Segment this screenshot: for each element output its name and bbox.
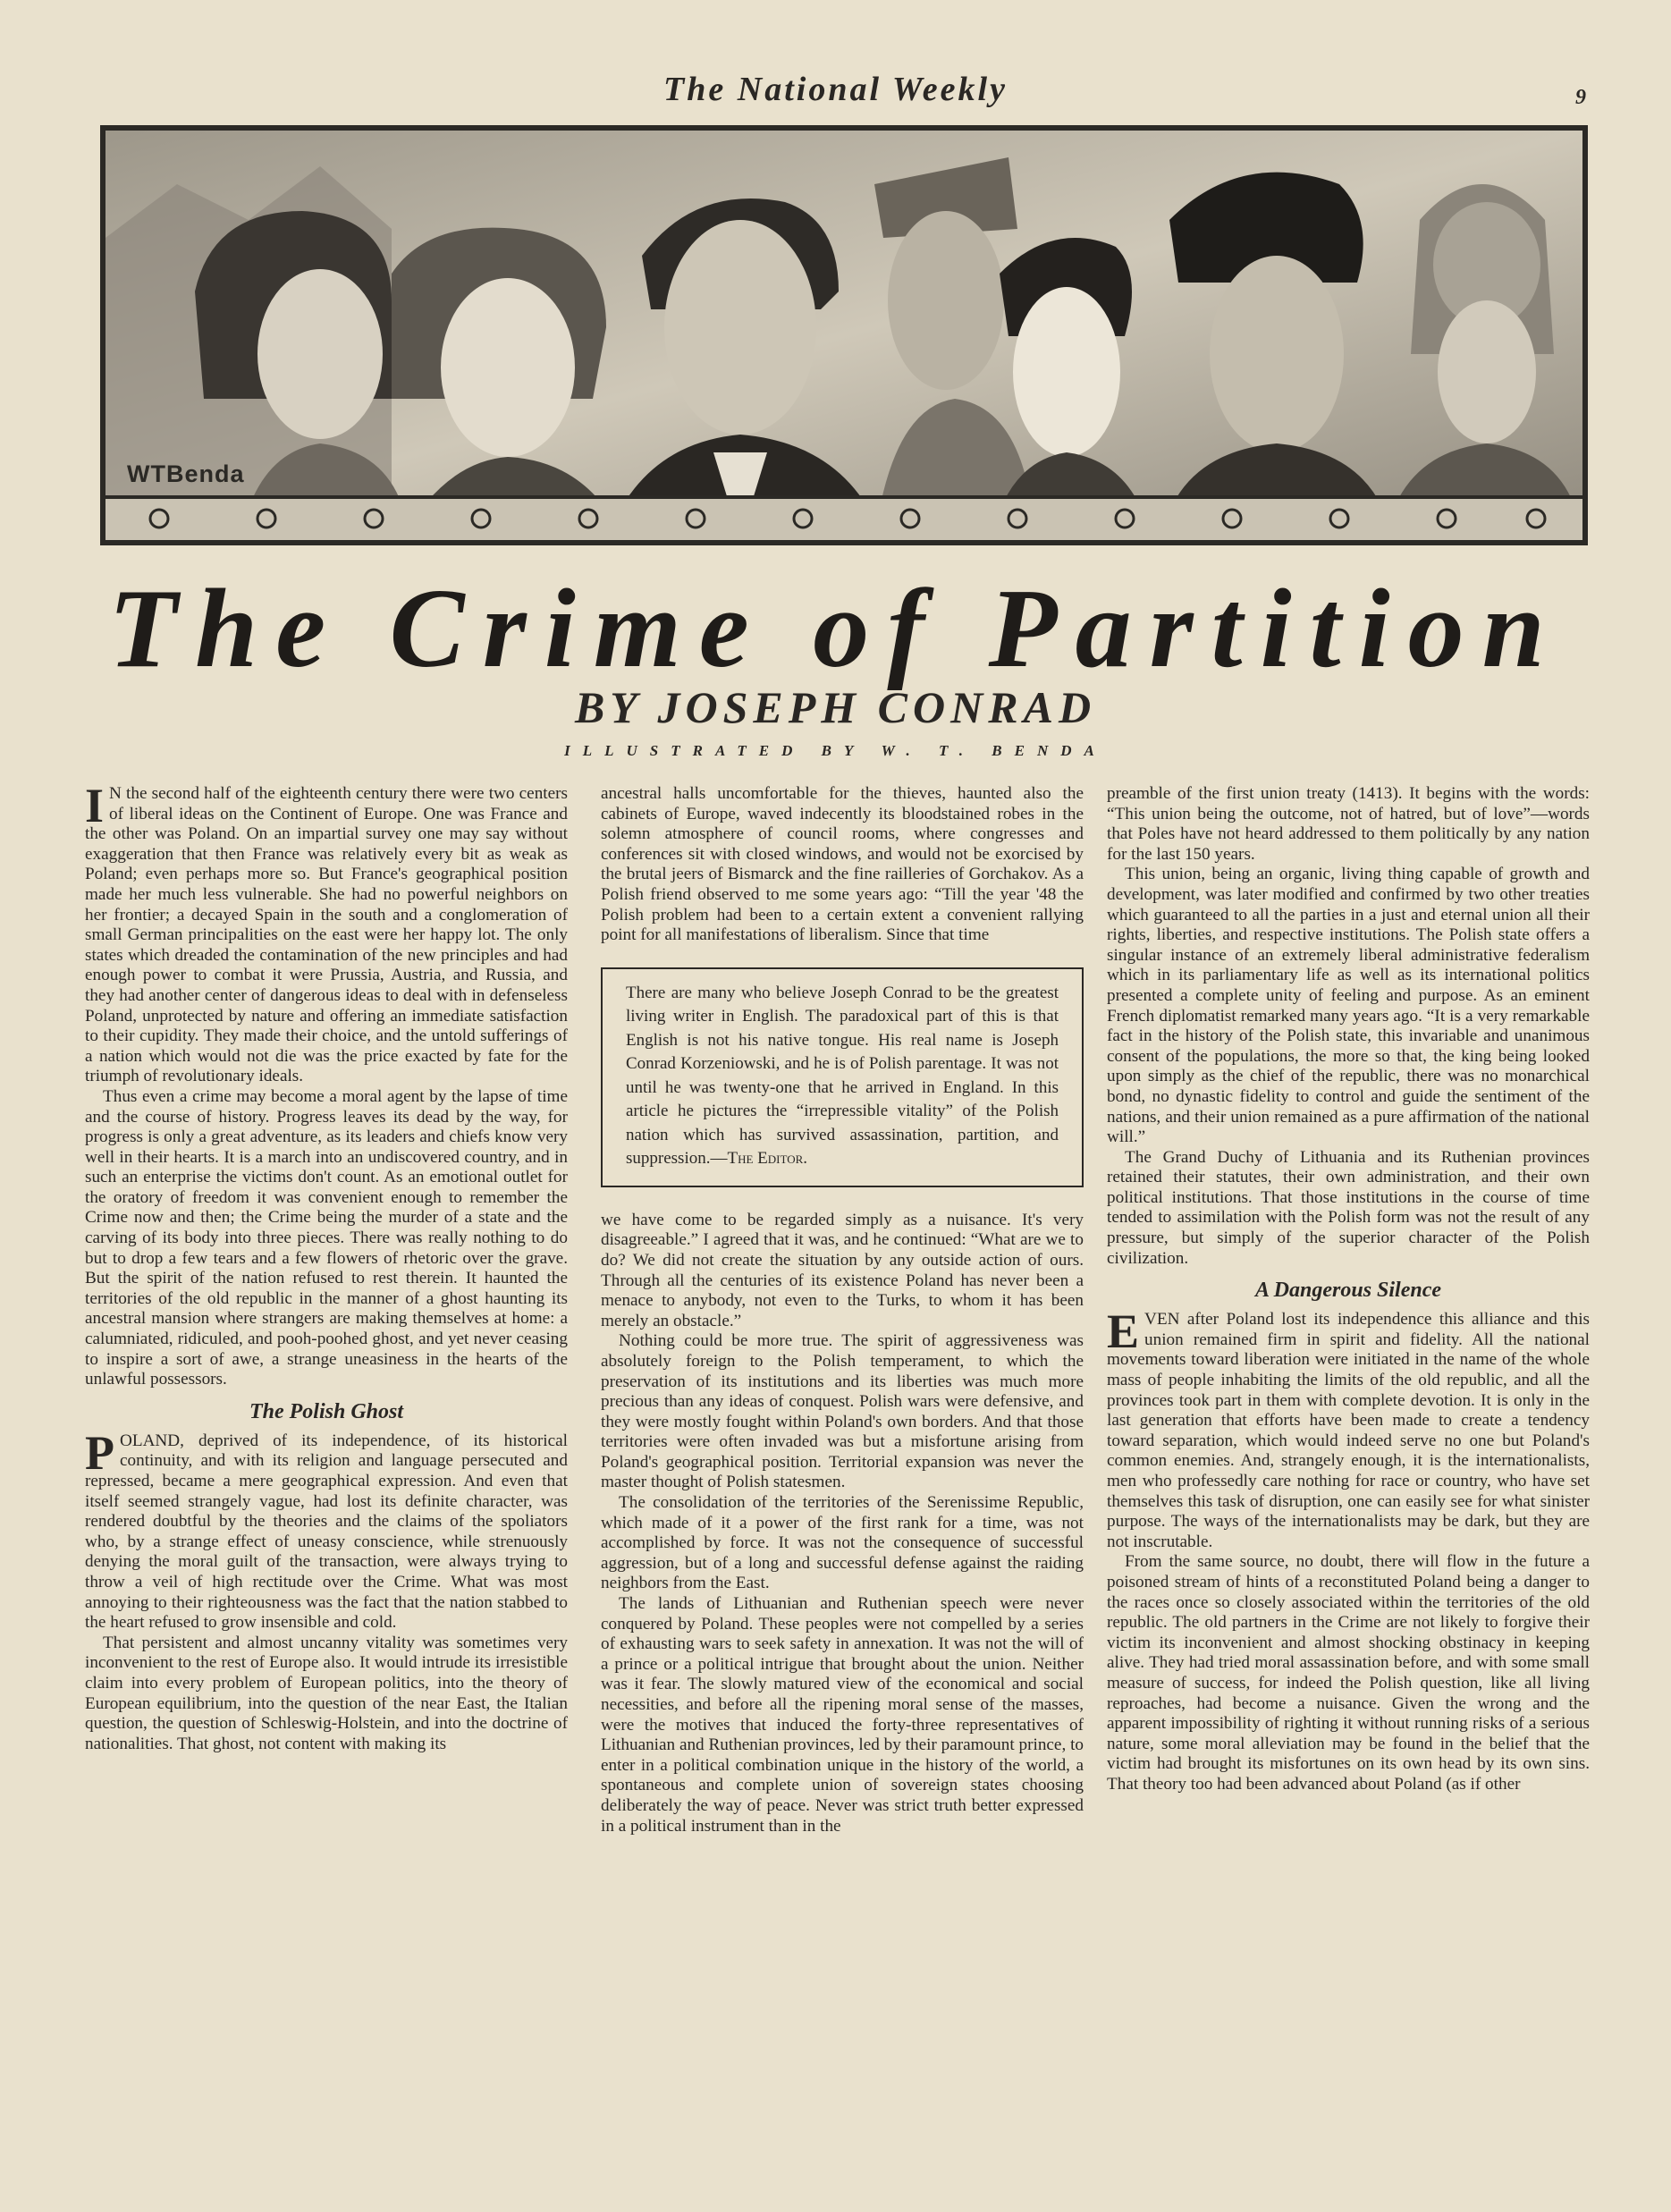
illustrator-credit: ILLUSTRATED BY W. T. BENDA xyxy=(564,742,1107,759)
column-3 xyxy=(1107,784,1590,1795)
paragraph: preamble of the first union treaty (1413). It begins with the words: “This union being the outcome, not of hatred, but of love”—words that Poles have not heard addressed to them politically by any nation for the last 150 years. xyxy=(1107,784,1590,864)
illustrator-signature: WTBenda xyxy=(127,460,245,487)
paragraph: we have come to be regarded simply as a nuisance. It's very disagreeable.” I agreed that it was, and he continued: “What are we to do? We did not create the situation by any outside action of ours. Through all the centuries of its existence Poland has never been a menace to anybody, not even to the Turks, to whom it has been merely an obstacle.” xyxy=(601,1210,1084,1330)
paragraph: From the same source, no doubt, there will flow in the future a poisoned stream of hints of a reconstituted Poland being a danger to the races once so closely associated within the territories of the old republic. The old partners in the Crime are not likely to forgive their victim its inconvenient and almost shocking obstinacy in keeping alive. They had tried moral assassination before, and with some small measure of success, for indeed the Polish question, like all living reproaches, had become a nuisance. Given the wrong and the apparent impossibility of righting it without running risks of a serious nature, some moral alleviation may be found in the belief that the victim had brought its misfortunes on its own head by its own sins. That theory too had been advanced about Poland (as if other xyxy=(1107,1552,1590,1794)
portrait-frieze-illustration xyxy=(105,131,1582,540)
drop-cap: I xyxy=(85,779,105,832)
editor-note-box xyxy=(601,967,1084,1187)
editor-note-text: There are many who believe Joseph Conrad to be the greatest living writer in English. The paradoxical part of this is that English is not his native tongue. His real name is Joseph Conrad Korzeniowski, and he is of Polish parentage. It was not until he was twenty-one that he arrived in England. In this article he pictures the “irrepressible vitality” of the Polish nation which has survived assassination, partition, and suppression.—The Editor. xyxy=(626,983,1059,1169)
paragraph: POLAND, deprived of its independence, of its historical continuity, and with its religion and language persecuted and repressed, became a mere geographical expression. And even that itself seemed strangely vague, had lost its definite character, was rendered doubtful by the theories and the claims of the spoliators who, by a strange effect of uneasy conscience, while strenuously denying the moral guilt of the transaction, were always trying to throw a veil of high rectitude over the Crime. What was most annoying to their righteousness was the fact that the nation stabbed to the heart refused to grow insensible and cold. xyxy=(85,1425,568,1633)
paragraph: This union, being an organic, living thing capable of growth and development, was later modified and confirmed by two other treaties which guaranteed to all the parties in a just and eternal union all their rights, liberties, and respective institutions. The Polish state offers a singular instance of an extremely liberal administrative federalism which in its parliamentary life as well as its international politics presented a complete unity of feeling and purpose. As an eminent French diplomatist remarked many years ago. “It is a very remarkable fact in the history of the Polish state, this invariable and unanimous consent of the populations, the more so that, the king being looked upon simply as the chief of the republic, there was no monarchical bond, no dynastic fidelity to control and guide the sentiment of the nations, and their union remained as a pure affirmation of the national will.” xyxy=(1107,865,1590,1147)
running-head: The National Weekly xyxy=(663,71,1008,108)
paragraph: Thus even a crime may become a moral agent by the lapse of time and the course of history. Progress leaves its dead by the way, for progress is only a great adventure, as its leaders and chiefs know very well in their hearts. It is a march into an undiscovered country, and in such an enterprise the victims don't count. As an emotional outlet for the oratory of freedom it was convenient enough to remember the Crime now and then; the Crime being the murder of a state and the carving of its body into three pieces. There was really nothing to do but to drop a few tears and a few flowers of rhetoric over the grave. But the spirit of the nation refused to rest therein. It haunted the territories of the old republic in the manner of a ghost haunting its ancestral mansion where strangers are making themselves at home: a calumniated, ridiculed, and pooh-poohed ghost, and yet never ceasing to inspire a sort of awe, a strange uneasiness in the hearts of the unlawful possessors. xyxy=(85,1086,568,1389)
article-byline: BY JOSEPH CONRAD xyxy=(574,682,1097,732)
paragraph: The Grand Duchy of Lithuania and its Ruthenian provinces retained their statutes, their own administration, and their own political institutions. That those institutions in the course of time tended to assimilation with the Polish form was not the result of any pressure, but simply of the superior character of the Polish civilization. xyxy=(1107,1147,1590,1268)
section-heading: The Polish Ghost xyxy=(249,1399,404,1423)
article-title: The Crime of Partition xyxy=(108,567,1563,691)
page-number: 9 xyxy=(1575,86,1586,109)
drop-cap: E xyxy=(1107,1304,1140,1359)
paragraph: EVEN after Poland lost its independence this alliance and this union remained firm in spirit and fidelity. All the national movements toward liberation were initiated in the name of the whole mass of people inhabiting the limits of the old republic, and all the provinces took part in them with complete devotion. It is only in the last generation that efforts have been made to create a tendency toward separation, which would indeed serve no one but Poland's common enemies. And, strangely enough, it is the internationalists, men who professedly care nothing for race or country, who have set themselves this task of disruption, one can easily see for what sinister purpose. The ways of the internationalists may be dark, but they are not inscrutable. xyxy=(1107,1304,1590,1551)
paragraph: Nothing could be more true. The spirit of aggressiveness was absolutely foreign to the Polish temperament, to which the preservation of its institutions and its liberties was much more precious than any ideas of conquest. Polish wars were defensive, and they were mostly fought within Poland's own borders. And that those territories were often invaded was but a misfortune arising from Poland's geographical position. Territorial expansion was never the master thought of Polish statesmen. xyxy=(601,1331,1084,1492)
paragraph: ancestral halls uncomfortable for the thieves, haunted also the cabinets of Europe, waved indecently its bloodstained robes in the solemn atmosphere of council rooms, where congresses and conferences sit with closed windows, and would not be exorcised by the brutal jeers of Bismarck and the fine railleries of Gorchakov. As a Polish friend observed to me some years ago: “Till the year '48 the Polish problem had been to a certain extent a convenient rallying point for all manifestations of liberalism. Since that time xyxy=(601,784,1084,945)
header-illustration xyxy=(100,125,1588,545)
paragraph: That persistent and almost uncanny vitality was sometimes very inconvenient to the rest of Europe also. It would intrude its irresistible claim into every problem of European politics, into the theory of European equilibrium, into the question of the near East, the Italian question, the question of Schleswig-Holstein, and into the doctrine of nationalities. That ghost, not content with making its xyxy=(85,1633,568,1753)
column-1 xyxy=(85,779,568,1754)
paragraph: The consolidation of the territories of the Serenissime Republic, which made of it a power of the first rank for a time, was not accomplished by force. It was not the consequence of successful aggression, but of a long and successful defense against the raiding neighbors from the East. xyxy=(601,1493,1084,1593)
paragraph: The lands of Lithuanian and Ruthenian speech were never conquered by Poland. These peoples were not compelled by a series of exhausting wars to seek safety in annexation. It was not the will of a prince or a political intrigue that brought about the union. Neither was it fear. The slowly matured view of the economical and social necessities, and before all the ripening moral sense of the masses, were the motives that induced the forty-three representatives of Lithuanian and Ruthenian provinces, led by their paramount prince, to enter in a political combination unique in the history of the world, a spontaneous and complete union of sovereign states choosing deliberately the way of peace. Never was strict truth better expressed in a political instrument than in the xyxy=(601,1594,1084,1836)
column-2 xyxy=(601,784,1084,1836)
editor-signature: The Editor. xyxy=(727,1149,808,1169)
section-heading: A Dangerous Silence xyxy=(1254,1279,1442,1303)
paragraph: I N the second half of the eighteenth century there were two centers of liberal ideas on the Continent of Europe. One was France and the other was Poland. On an impartial survey one may say without exaggeration that then France was relatively every bit as weak as Poland; even perhaps more so. But France's geographical position made her much less vulnerable. She had no powerful neighbors on her frontier; a decayed Spain in the south and a conglomeration of small German principalities on the east were her happy lot. The only states which dreaded the contamination of the new principles and had enough power to combat it were Prussia, Austria, and Russia, and they had another center of dangerous ideas to deal with in defenseless Poland, unprotected by nature and offering an immediate satisfaction to their cupidity. They made their choice, and the untold sufferings of a nation which would not die was the price exacted by fate for the triumph of revolutionary ideals. xyxy=(85,779,568,1086)
drop-cap: P xyxy=(85,1425,114,1480)
